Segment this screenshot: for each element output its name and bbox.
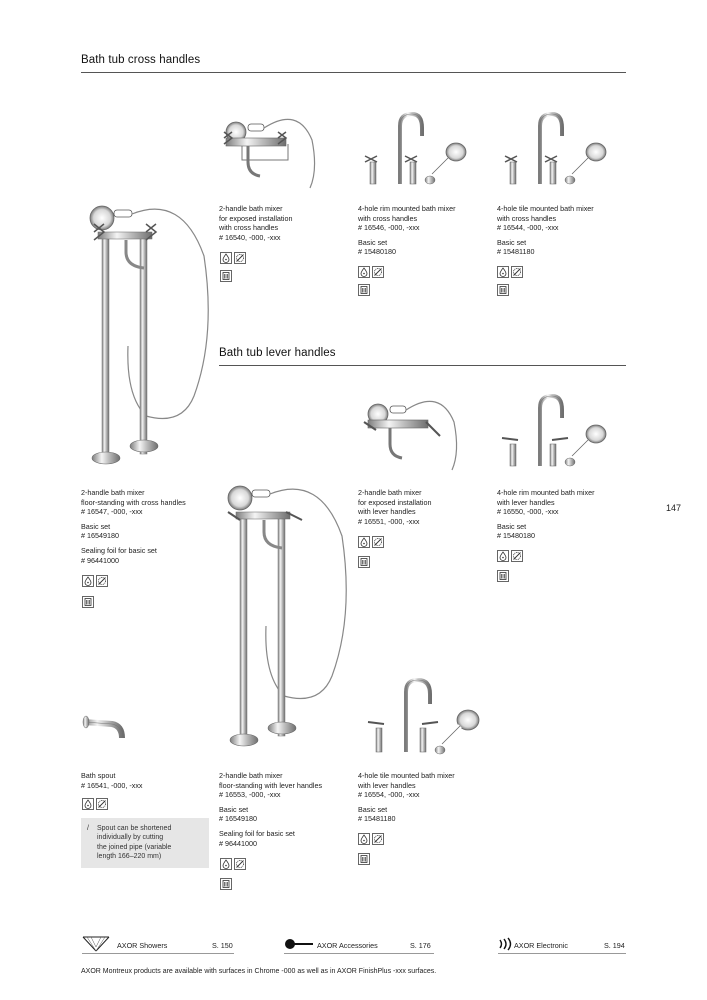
section-title-cross: Bath tub cross handles [81, 54, 201, 66]
product-desc-16554 [358, 771, 483, 824]
product-detail: with cross handles [219, 223, 279, 233]
xref-accessories-page: S. 176 [410, 941, 431, 950]
product-detail: with cross handles [497, 213, 557, 223]
water-drop-icon [497, 550, 509, 562]
concealed-installation-icon [497, 284, 509, 296]
product-detail: with cross handles [358, 213, 418, 223]
divider [82, 953, 234, 954]
feature-icons [497, 266, 523, 278]
feature-icons [220, 252, 246, 264]
product-detail: floor-standing with cross handles [81, 497, 186, 507]
basic-set-label: Basic set [81, 521, 111, 531]
product-image-16550 [496, 392, 606, 472]
concealed-installation-icon [220, 878, 232, 890]
no-limescale-icon [511, 550, 523, 562]
water-drop-icon [82, 575, 94, 587]
product-code: # 16550, -000, -xxx [497, 507, 559, 517]
product-code: # 16544, -000, -xxx [497, 223, 559, 233]
no-limescale-icon [372, 833, 384, 845]
feature-icons [220, 858, 246, 870]
feature-icons [358, 536, 384, 548]
divider [498, 953, 626, 954]
xref-showers-page: S. 150 [212, 941, 233, 950]
product-detail: floor-standing with lever handles [219, 780, 323, 790]
no-limescale-icon [372, 266, 384, 278]
accessories-icon [284, 938, 314, 950]
basic-set-code: # 15481180 [497, 247, 535, 257]
product-desc-16547 [81, 488, 206, 565]
basic-set-code: # 15480180 [497, 531, 535, 541]
concealed-installation-icon [358, 556, 370, 568]
sealing-foil-code: # 96441000 [219, 838, 257, 848]
basic-set-label: Basic set [219, 804, 249, 814]
product-name: 2-handle bath mixer [219, 771, 283, 780]
water-drop-icon [220, 252, 232, 264]
divider [81, 72, 626, 73]
showers-icon [82, 935, 110, 953]
product-code: # 16540, -000, -xxx [219, 232, 281, 242]
product-detail: with lever handles [358, 507, 416, 517]
product-desc-16551 [358, 488, 483, 526]
product-detail: for exposed installation [358, 497, 432, 507]
basic-set-label: Basic set [497, 237, 527, 247]
product-desc-16544 [497, 204, 622, 257]
product-detail: for exposed installation [219, 213, 293, 223]
product-detail: with lever handles [497, 497, 555, 507]
product-code: # 16554, -000, -xxx [358, 790, 420, 800]
concealed-installation-icon [497, 570, 509, 582]
basic-set-code: # 15480180 [358, 247, 396, 257]
concealed-installation-icon [220, 270, 232, 282]
sealing-foil-code: # 96441000 [81, 555, 119, 565]
basic-set-code: # 16549180 [219, 814, 257, 824]
no-limescale-icon [96, 798, 108, 810]
note-line: individually by cutting [97, 834, 164, 842]
info-note [81, 818, 209, 868]
product-code: # 16547, -000, -xxx [81, 507, 143, 517]
basic-set-label: Basic set [497, 521, 527, 531]
water-drop-icon [220, 858, 232, 870]
sealing-foil-label: Sealing foil for basic set [81, 545, 157, 555]
note-line: Spout can be shortened [97, 825, 172, 832]
xref-accessories-link[interactable]: AXOR Accessories [317, 941, 378, 950]
concealed-installation-icon [358, 853, 370, 865]
basic-set-label: Basic set [358, 804, 388, 814]
no-limescale-icon [96, 575, 108, 587]
divider [284, 953, 434, 954]
product-name: 2-handle bath mixer [81, 488, 145, 497]
product-name: Bath spout [81, 771, 116, 780]
page-number: 147 [666, 503, 682, 513]
product-image-16546 [356, 110, 466, 190]
product-desc-16541 [81, 771, 206, 790]
product-name: 4-hole rim mounted bath mixer [497, 488, 595, 497]
basic-set-label: Basic set [358, 237, 388, 247]
product-detail: with lever handles [358, 780, 416, 790]
no-limescale-icon [372, 536, 384, 548]
concealed-installation-icon [82, 596, 94, 608]
product-name: 4-hole tile mounted bath mixer [358, 771, 455, 780]
product-desc-16546 [358, 204, 483, 257]
surface-disclaimer: AXOR Montreux products are available with surfaces in Chrome -000 as well as in AXOR FinishPlus -xxx surfaces. [81, 968, 437, 975]
no-limescale-icon [511, 266, 523, 278]
product-name: 2-handle bath mixer [219, 204, 283, 213]
product-image-16544 [496, 110, 606, 190]
sealing-foil-label: Sealing foil for basic set [219, 828, 295, 838]
water-drop-icon [358, 536, 370, 548]
feature-icons [358, 266, 384, 278]
electronic-icon [498, 937, 512, 951]
xref-electronic-link[interactable]: AXOR Electronic [514, 941, 568, 950]
water-drop-icon [497, 266, 509, 278]
product-code: # 16546, -000, -xxx [358, 223, 420, 233]
basic-set-code: # 16549180 [81, 531, 119, 541]
product-name: 2-handle bath mixer [358, 488, 422, 497]
product-code: # 16553, -000, -xxx [219, 790, 281, 800]
product-code: # 16541, -000, -xxx [81, 780, 143, 790]
product-image-16547 [86, 196, 216, 472]
xref-electronic-page: S. 194 [604, 941, 625, 950]
basic-set-code: # 15481180 [358, 814, 396, 824]
product-image-16541 [82, 712, 132, 748]
section-title-lever: Bath tub lever handles [219, 347, 336, 359]
product-image-16551 [360, 392, 468, 472]
product-image-16553 [224, 476, 354, 754]
product-code: # 16551, -000, -xxx [358, 516, 420, 526]
feature-icons [497, 550, 523, 562]
product-desc-16540 [219, 204, 344, 242]
product-name: 4-hole rim mounted bath mixer [358, 204, 456, 213]
product-desc-16550 [497, 488, 622, 541]
no-limescale-icon [234, 252, 246, 264]
xref-showers-link[interactable]: AXOR Showers [117, 941, 168, 950]
product-image-16540 [218, 110, 326, 190]
concealed-installation-icon [358, 284, 370, 296]
note-marker: / [87, 825, 89, 832]
product-desc-16553 [219, 771, 344, 848]
note-line: length 166–220 mm) [97, 853, 162, 861]
feature-icons [82, 575, 108, 587]
product-image-16554 [362, 676, 482, 760]
water-drop-icon [82, 798, 94, 810]
water-drop-icon [358, 833, 370, 845]
feature-icons [82, 798, 108, 810]
water-drop-icon [358, 266, 370, 278]
product-name: 4-hole tile mounted bath mixer [497, 204, 594, 213]
note-line: the joined pipe (variable [97, 843, 172, 851]
feature-icons [358, 833, 384, 845]
no-limescale-icon [234, 858, 246, 870]
divider [219, 365, 626, 366]
